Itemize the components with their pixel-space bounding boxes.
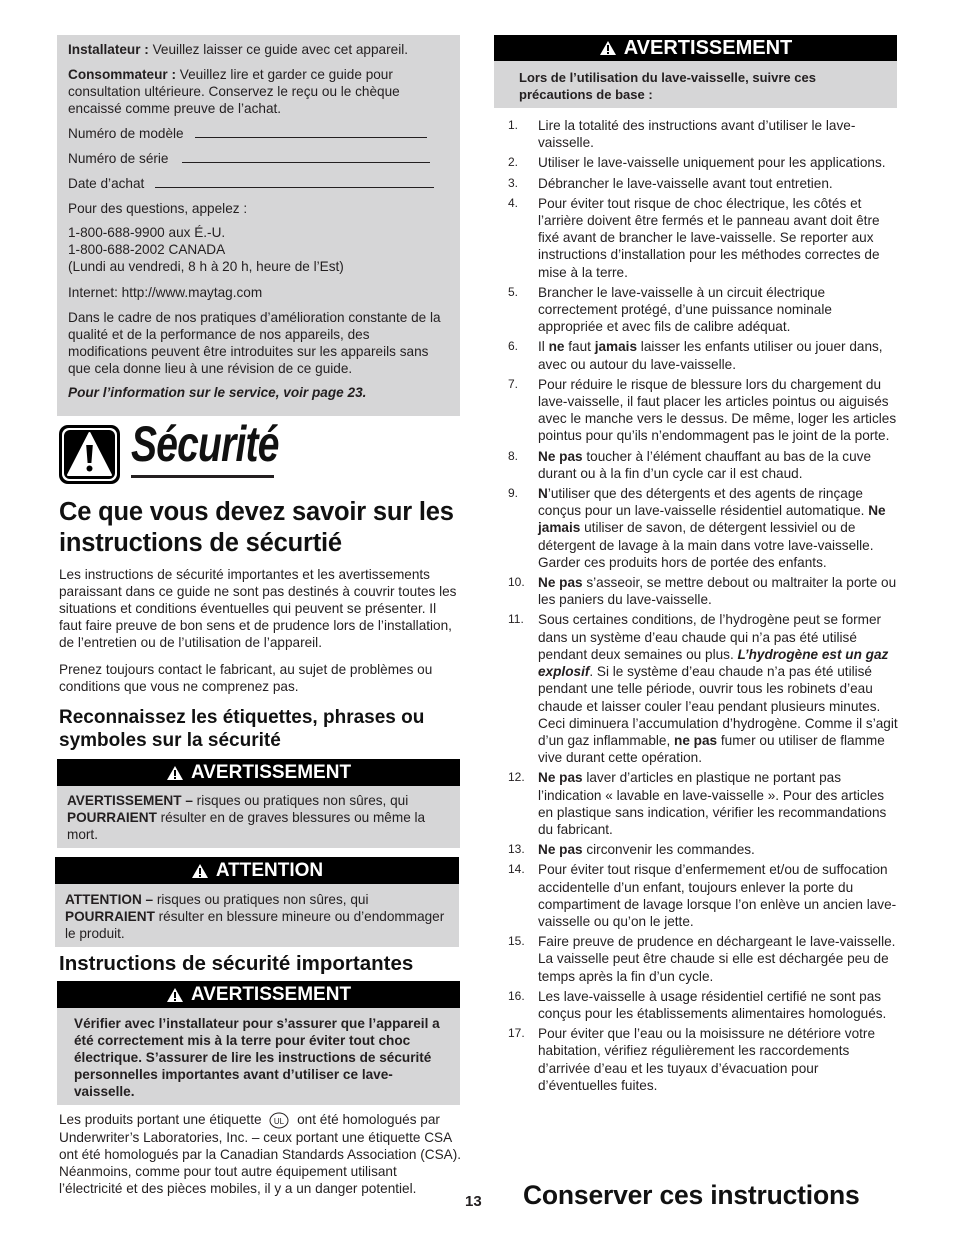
list-item-text: Ne pas [538,575,583,591]
list-item-number: 16. [508,988,525,1003]
ul-text-before: Les produits portant une étiquette [59,1112,262,1127]
warning-text-1: risques ou pratiques non sûres, qui [192,793,409,808]
list-item-number: 15. [508,934,525,949]
list-item [508,175,898,192]
list-item-number: 1. [508,118,519,132]
warning-text-2: résulter en de graves blessures ou même la mort. [67,810,426,842]
ul-listed-icon [268,1112,290,1129]
list-item-text: Utiliser le lave-vaisselle uniquement pour les applications. [538,155,886,171]
list-item [508,154,898,171]
warning-triangle-icon [166,987,184,1003]
list-item [508,338,898,372]
consumer-text: Veuillez lire et garder ce guide pour consultation ultérieure. Conservez le reçu ou le chèque encaissé comme preuve de l’achat. [68,67,400,116]
hours-text: (Lundi au vendredi, 8 h à 20 h, heure de l’Est) [68,259,344,274]
model-label: Numéro de modèle [68,126,184,141]
improvement-text: Dans le cadre de nos pratiques d’amélioration constante de la qualité et de la performance de nos appareils, des modifications peuvent être introduites sur les appareils sans que cela donne lieu à une révision de ce guide. [68,310,441,376]
list-item-number: 9. [508,486,519,501]
list-item-text: Pour réduire le risque de blessure lors du chargement du lave-vaisselle, il faut placer les articles pointus ou aiguisés avec le manche vers le dessus. De même, loger les articles pointus pour qu’ils n’endommagent pas le joint de la porte. [538,376,897,444]
section-title: Sécurité [131,416,279,472]
list-item-text: Lire la totalité des instructions avant d’utiliser le lave-vaisselle. [538,118,856,151]
caution-banner-label: ATTENTION [215,859,324,881]
serial-blank-line [182,150,430,163]
caution-definition-text [65,891,451,942]
precautions-panel [494,61,897,108]
model-blank-line [195,125,427,138]
list-item [508,1025,898,1094]
list-item-text: ne pas [674,732,718,748]
main-heading: Ce que vous devez savoir sur les instructions de sécurtié [59,498,454,557]
intro-paragraph: Les instructions de sécurité importantes et les avertissements paraissant dans ce guide ne sont pas destinés à couvrir toutes les situations et conditions éventuelles qui peuvent se présenter. Il faut faire preuve de bon sens et de prudence lors de l’installation, de l’entretien ou de l’utilisation de l’appareil. [59,567,457,650]
caution-text-2: résulter en blessure mineure ou d’endommager le produit. [65,909,445,941]
installer-label: Installateur : [68,42,149,57]
list-item [508,574,898,608]
list-item-text: Faire preuve de prudence en déchargeant le lave-vaisselle. La vaisselle peut être chaude si elle est déchargée peu de temps après la fin d’un cycle. [538,934,896,984]
grounding-warning-panel [57,1008,460,1105]
list-item-number: 17. [508,1026,525,1041]
list-item-text: ne [548,339,565,355]
precautions-intro: Lors de l’utilisation du lave-vaisselle, suivre ces précautions de base : [519,70,816,102]
warning-banner [57,759,460,786]
list-item [508,284,898,336]
grounding-warning-text: Vérifier avec l’installateur pour s’assurer que l’appareil a été correctement mis à la terre pour éviter tout choc électrique. S’assurer de lire les instructions de sécurité personnelles importantes avant d’utiliser ce lave-vaisselle. [74,1016,440,1099]
list-item-text: Sous certaines conditions, de l’hydrogène peut se former dans un système d’eau chaude qui n’a pas été utilisé pendant deux semaines ou plus. [538,612,882,662]
caution-bold: POURRAIENT [65,909,155,924]
list-item-text: Ne pas [538,842,583,858]
grounding-warning-banner [57,981,460,1008]
list-item-number: 11. [508,612,524,627]
title-underline [131,475,274,478]
ul-text-after: ont été homologués par Underwriter’s Laboratories, Inc. – ceux portant une étiquette CSA ont été homologués par la Canadian Standards Association (CSA). Néanmoins, comme pour tout autre équipement utilisant l’électricité et des pièces mobiles, il y a un danger potentiel. [59,1112,462,1196]
installer-text: Veuillez laisser ce guide avec cet appareil. [152,42,409,57]
website-text: Internet: http://www.maytag.com [68,285,263,300]
list-item-number: 7. [508,376,519,391]
serial-number-field [68,150,448,167]
warning-triangle-icon [599,40,617,56]
ul-mark-text: UL [274,1116,285,1126]
list-item-text: Pour éviter que l’eau ou la moisissure ne détériore votre habitation, vérifiez régulièrement les raccordements d’arrivée d’eau et les tuyaux d’évacuation pour d’éventuelles fuites. [538,1026,876,1093]
list-item [508,611,898,766]
list-item-text: . Si le système d’eau chaude n’a pas été utilisé pendant une telle période, ouvrir tous les robinets d’eau chaude et laisser couler l’eau pendant plusieurs minutes. Ceci diminuera l’accumulation d’hydrogène. Comme il s’agit d’un gaz inflammable, [538,664,898,748]
purchase-date-field [68,175,448,192]
warning-lead: AVERTISSEMENT – [67,793,193,808]
service-note: Pour l’information sur le service, voir page 23. [68,385,367,400]
list-item-text: Ne jamais [538,503,886,536]
list-item-number: 14. [508,862,525,877]
list-item-text: Ne pas [538,770,583,786]
precautions-warning-banner [494,35,897,61]
caution-lead: ATTENTION – [65,892,154,907]
list-item [508,769,898,838]
grounding-warning-label: AVERTISSEMENT [190,983,352,1005]
date-label: Date d’achat [68,176,145,191]
safety-instructions-list [508,117,898,1097]
list-item-text: laisser les enfants utiliser ou jouer dans, avec ou autour du lave-vaisselle. [538,339,883,372]
list-item-text: ’utiliser que des détergents et des agents de rinçage conçus pour un lave-vaisselle résidentiel automatique. [538,486,869,519]
list-item-number: 8. [508,448,519,463]
safety-alert-icon [58,424,121,485]
list-item [508,933,898,985]
caution-banner [55,857,459,884]
caution-triangle-icon [191,863,209,879]
list-item-number: 12. [508,770,525,785]
labels-heading: Reconnaissez les étiquettes, phrases ou symboles sur la sécurité [59,707,425,751]
list-item-text: Les lave-vaisselle à usage résidentiel certifié ne sont pas conçus pour les établissements alimentaires homologués. [538,988,887,1021]
phone-us: 1-800-688-9900 aux É.-U. [68,225,226,240]
list-item-text: Débrancher le lave-vaisselle avant tout entretien. [538,175,833,191]
list-item-text: N [538,486,548,502]
list-item [508,988,898,1022]
footer-heading: Conserver ces instructions [523,1180,860,1210]
list-item-text: faut [564,339,595,355]
list-item-text: Pour éviter tout risque de choc électrique, les côtés et l’arrière doivent être fermés et le panneau avant doit être fixé avant de brancher le lave-vaisselle. Se reporter aux instructions d’installation pour les méthodes correctes de mise à la terre. [538,195,880,280]
list-item [508,376,898,445]
warning-definition-text [67,792,452,843]
contact-paragraph: Prenez toujours contact le fabricant, au sujet de problèmes ou conditions que vous ne comprenez pas. [59,662,433,694]
list-item-text: utiliser de savon, de détergent lessiviel ou de détergent de lavage à la main dans votre lave-vaisselle. Garder ces produits hors de portée des enfants. [538,520,874,570]
caution-definition-panel [55,884,459,947]
consumer-note [68,66,448,117]
installer-note [68,41,448,58]
caution-text-1: risques ou pratiques non sûres, qui [153,892,369,907]
list-item [508,195,898,281]
warning-bold: POURRAIENT [67,810,157,825]
list-item-text: jamais [594,339,638,355]
ul-paragraph [59,1111,461,1197]
list-item-text: Il [538,339,549,355]
consumer-label: Consommateur : [68,67,177,82]
list-item-text: fumer ou utiliser de flamme vive durant cette opération. [538,732,885,766]
list-item-text: Pour éviter tout risque d’enfermement et/ou de suffocation accidentelle d’un enfant, toujours enlever la porte du compartiment de lavage lorsque l’on enlève un ancien lave-vaisselle ou qu’on le jette. [538,862,897,929]
list-item [508,861,898,930]
warning-triangle-icon [166,765,184,781]
list-item-text: circonvenir les commandes. [582,842,755,858]
list-item-number: 6. [508,339,519,354]
customer-info-box [57,35,460,416]
model-number-field [68,125,448,142]
list-item-number: 4. [508,195,519,210]
list-item-text: toucher à l’élément chauffant au bas de la cuve durant ou à la fin d’un cycle car il est chaud. [538,448,872,481]
serial-label: Numéro de série [68,151,169,166]
precautions-warning-label: AVERTISSEMENT [623,36,793,59]
list-item-text: s’asseoir, se mettre debout ou maltraiter la porte ou les paniers du lave-vaisselle. [538,575,897,608]
list-item-text: laver d’articles en plastique ne portant pas l’indication « lavable en lave-vaisselle ». Pour des articles en plastique sans indication, vérifier les recommandations du fabricant. [538,770,887,837]
list-item [508,448,898,482]
list-item [508,117,898,151]
date-blank-line [155,175,434,188]
list-item [508,485,898,571]
warning-definition-panel [57,786,460,848]
phone-canada: 1-800-688-2002 CANADA [68,242,226,257]
list-item [508,841,898,858]
list-item-number: 2. [508,155,519,170]
warning-banner-label: AVERTISSEMENT [190,761,352,783]
list-item-text: Brancher le lave-vaisselle à un circuit électrique correctement protégé, d’une puissance nominale appropriée et avec fils de calibre adéquat. [538,284,832,335]
page-number: 13 [465,1193,482,1210]
list-item-text: Ne pas [538,448,583,464]
list-item-text: L’hydrogène est un gaz explosif [538,646,889,680]
list-item-number: 3. [508,175,519,190]
list-item-number: 13. [508,842,525,857]
questions-text: Pour des questions, appelez : [68,201,248,216]
list-item-number: 10. [508,575,525,590]
list-item-number: 5. [508,284,519,299]
important-heading: Instructions de sécurité importantes [59,952,414,975]
